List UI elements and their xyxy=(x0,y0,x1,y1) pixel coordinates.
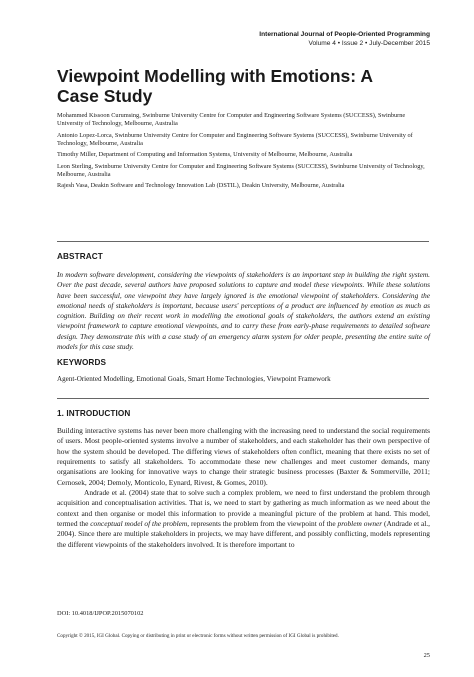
introduction-body xyxy=(57,426,430,550)
intro-text: (Andrade et al., 2004). Since there are multiple stakeholders in projects, we may have different, and possibly conflicting, models representing the different viewpoints of the stakeholders involved. It is therefore important to xyxy=(57,519,430,549)
author-affiliation: Mohammed Kissoon Curumsing, Swinburne University Centre for Computer and Engineering Software Systems (SUCCESS), Swinburne University of Technology, Melbourne, Australia xyxy=(57,112,406,128)
keywords-text: Agent-Oriented Modelling, Emotional Goals, Smart Home Technologies, Viewpoint Framework xyxy=(57,375,331,383)
copyright-notice: Copyright © 2015, IGI Global. Copying or distributing in print or electronic forms without written permission of IGI Global is prohibited. xyxy=(57,633,339,639)
abstract-heading: ABSTRACT xyxy=(57,252,103,261)
keywords-heading: KEYWORDS xyxy=(57,358,107,367)
author-affiliation: Antonio Lopez-Lorca, Swinburne University Centre for Computer and Engineering Software Systems (SUCCESS), Swinburne University of Technology, Melbourne, Australia xyxy=(57,131,413,147)
journal-header xyxy=(259,30,430,48)
divider xyxy=(57,398,429,399)
journal-name: International Journal of People-Oriented Programming xyxy=(259,31,430,38)
author-affiliation: Rajesh Vasa, Deakin Software and Technology Innovation Lab (DSTIL), Deakin University, Melbourne, Australia xyxy=(57,182,345,190)
intro-text: Andrade et al. (2004) state that to solve such a complex problem, we need to first understand the problem through acquisition and conceptualisation activities. That is, we need to start by gathering as much information as we need about the context and then organise or model this information to provide a meaningful picture of the problem at hand. This model, termed the xyxy=(57,488,430,529)
intro-paragraph xyxy=(57,488,430,550)
introduction-heading: 1. INTRODUCTION xyxy=(57,409,131,418)
intro-text: , represents the problem from the viewpoint of the xyxy=(187,519,338,529)
issue-info: Volume 4 • Issue 2 • July-December 2015 xyxy=(308,40,430,47)
paper-title: Viewpoint Modelling with Emotions: A Case Study xyxy=(57,66,373,106)
author-list xyxy=(57,112,429,194)
divider xyxy=(57,241,429,242)
doi: DOI: 10.4018/IJPOP.2015070102 xyxy=(57,610,144,617)
intro-emphasis: problem owner xyxy=(337,519,383,529)
intro-emphasis: conceptual model of the problem xyxy=(90,519,188,529)
intro-paragraph: Building interactive systems has never been more challenging with the increasing need to understand the social requirements of users. Most people-oriented systems involve a number of stakeholders, and each stakeholder has their own perspective of how the system should be developed. The differing views of stakeholders often conflict, meaning that there exists no set of requirements to satisfy all stakeholders. To accommodate these new challenges and meet customer demands, many organisations are looking for innovative ways to change their strategic business processes (Baxter & Sommerville, 2011; Cernosek, 2004; Demoly, Monticolo, Eynard, Rivest, & Gomes, 2010). xyxy=(57,426,430,487)
page-number: 25 xyxy=(423,652,430,659)
author-affiliation: Timothy Miller, Department of Computing and Information Systems, University of Melbourne, Melbourne, Australia xyxy=(57,151,353,159)
author-affiliation: Leon Sterling, Swinburne University Centre for Computer and Engineering Software Systems (SUCCESS), Swinburne University of Technology, Melbourne, Australia xyxy=(57,162,425,178)
abstract-text: In modern software development, considering the viewpoints of stakeholders is an important step in building the right system. Over the past decade, several authors have proposed solutions to capture and model these viewpoints. While these solutions have been successful, one viewpoint they have largely ignored is the emotional viewpoint of stakeholders. Considering the emotional needs of stakeholders is important, because users' perceptions of a product are influenced by emotion as much as cognition. Building on their recent work in modelling the emotional goals of stakeholders, the authors extend an existing viewpoint framework to capture emotional viewpoints, and to carry these from early-phase requirements to detailed software design. They demonstrate this with a case study of an emergency alarm system for older people, presenting the entire suite of models for this case study. xyxy=(57,270,430,352)
